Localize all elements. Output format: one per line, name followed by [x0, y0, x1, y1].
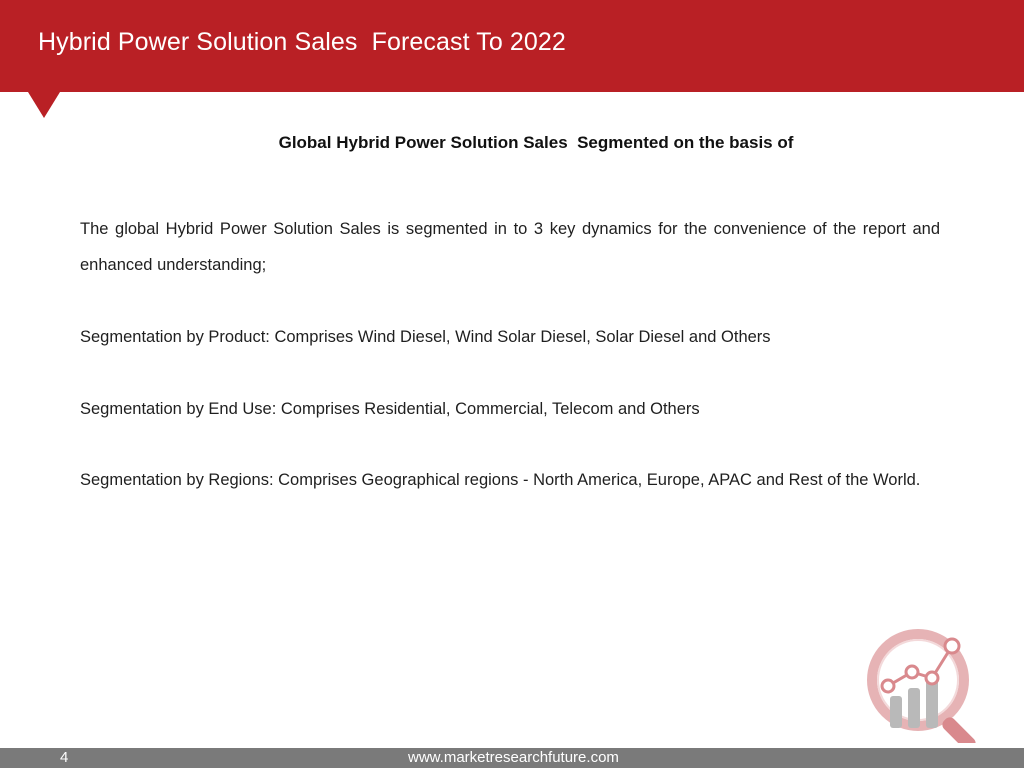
region-segmentation-paragraph: Segmentation by Regions: Comprises Geographical regions - North America, Europe, APAC and Rest of the World.	[80, 471, 921, 489]
header-notch	[28, 92, 60, 118]
end-use-segmentation-paragraph: Segmentation by End Use: Comprises Residential, Commercial, Telecom and Others	[80, 400, 700, 418]
intro-paragraph: The global Hybrid Power Solution Sales is segmented in to 3 key dynamics for the convenience of the report and enhanced understanding;	[80, 220, 940, 274]
product-segmentation-paragraph: Segmentation by Product: Comprises Wind Diesel, Wind Solar Diesel, Solar Diesel and Others	[80, 328, 771, 346]
magnifier-chart-icon	[860, 628, 995, 743]
slide-header	[0, 0, 1024, 92]
slide-title: Hybrid Power Solution Sales Forecast To 2022	[38, 28, 566, 56]
page-number: 4	[60, 749, 69, 766]
slide-footer	[0, 748, 1024, 768]
section-subtitle: Global Hybrid Power Solution Sales Segmented on the basis of	[278, 133, 794, 152]
footer-website-link[interactable]: www.marketresearchfuture.com	[408, 749, 619, 766]
